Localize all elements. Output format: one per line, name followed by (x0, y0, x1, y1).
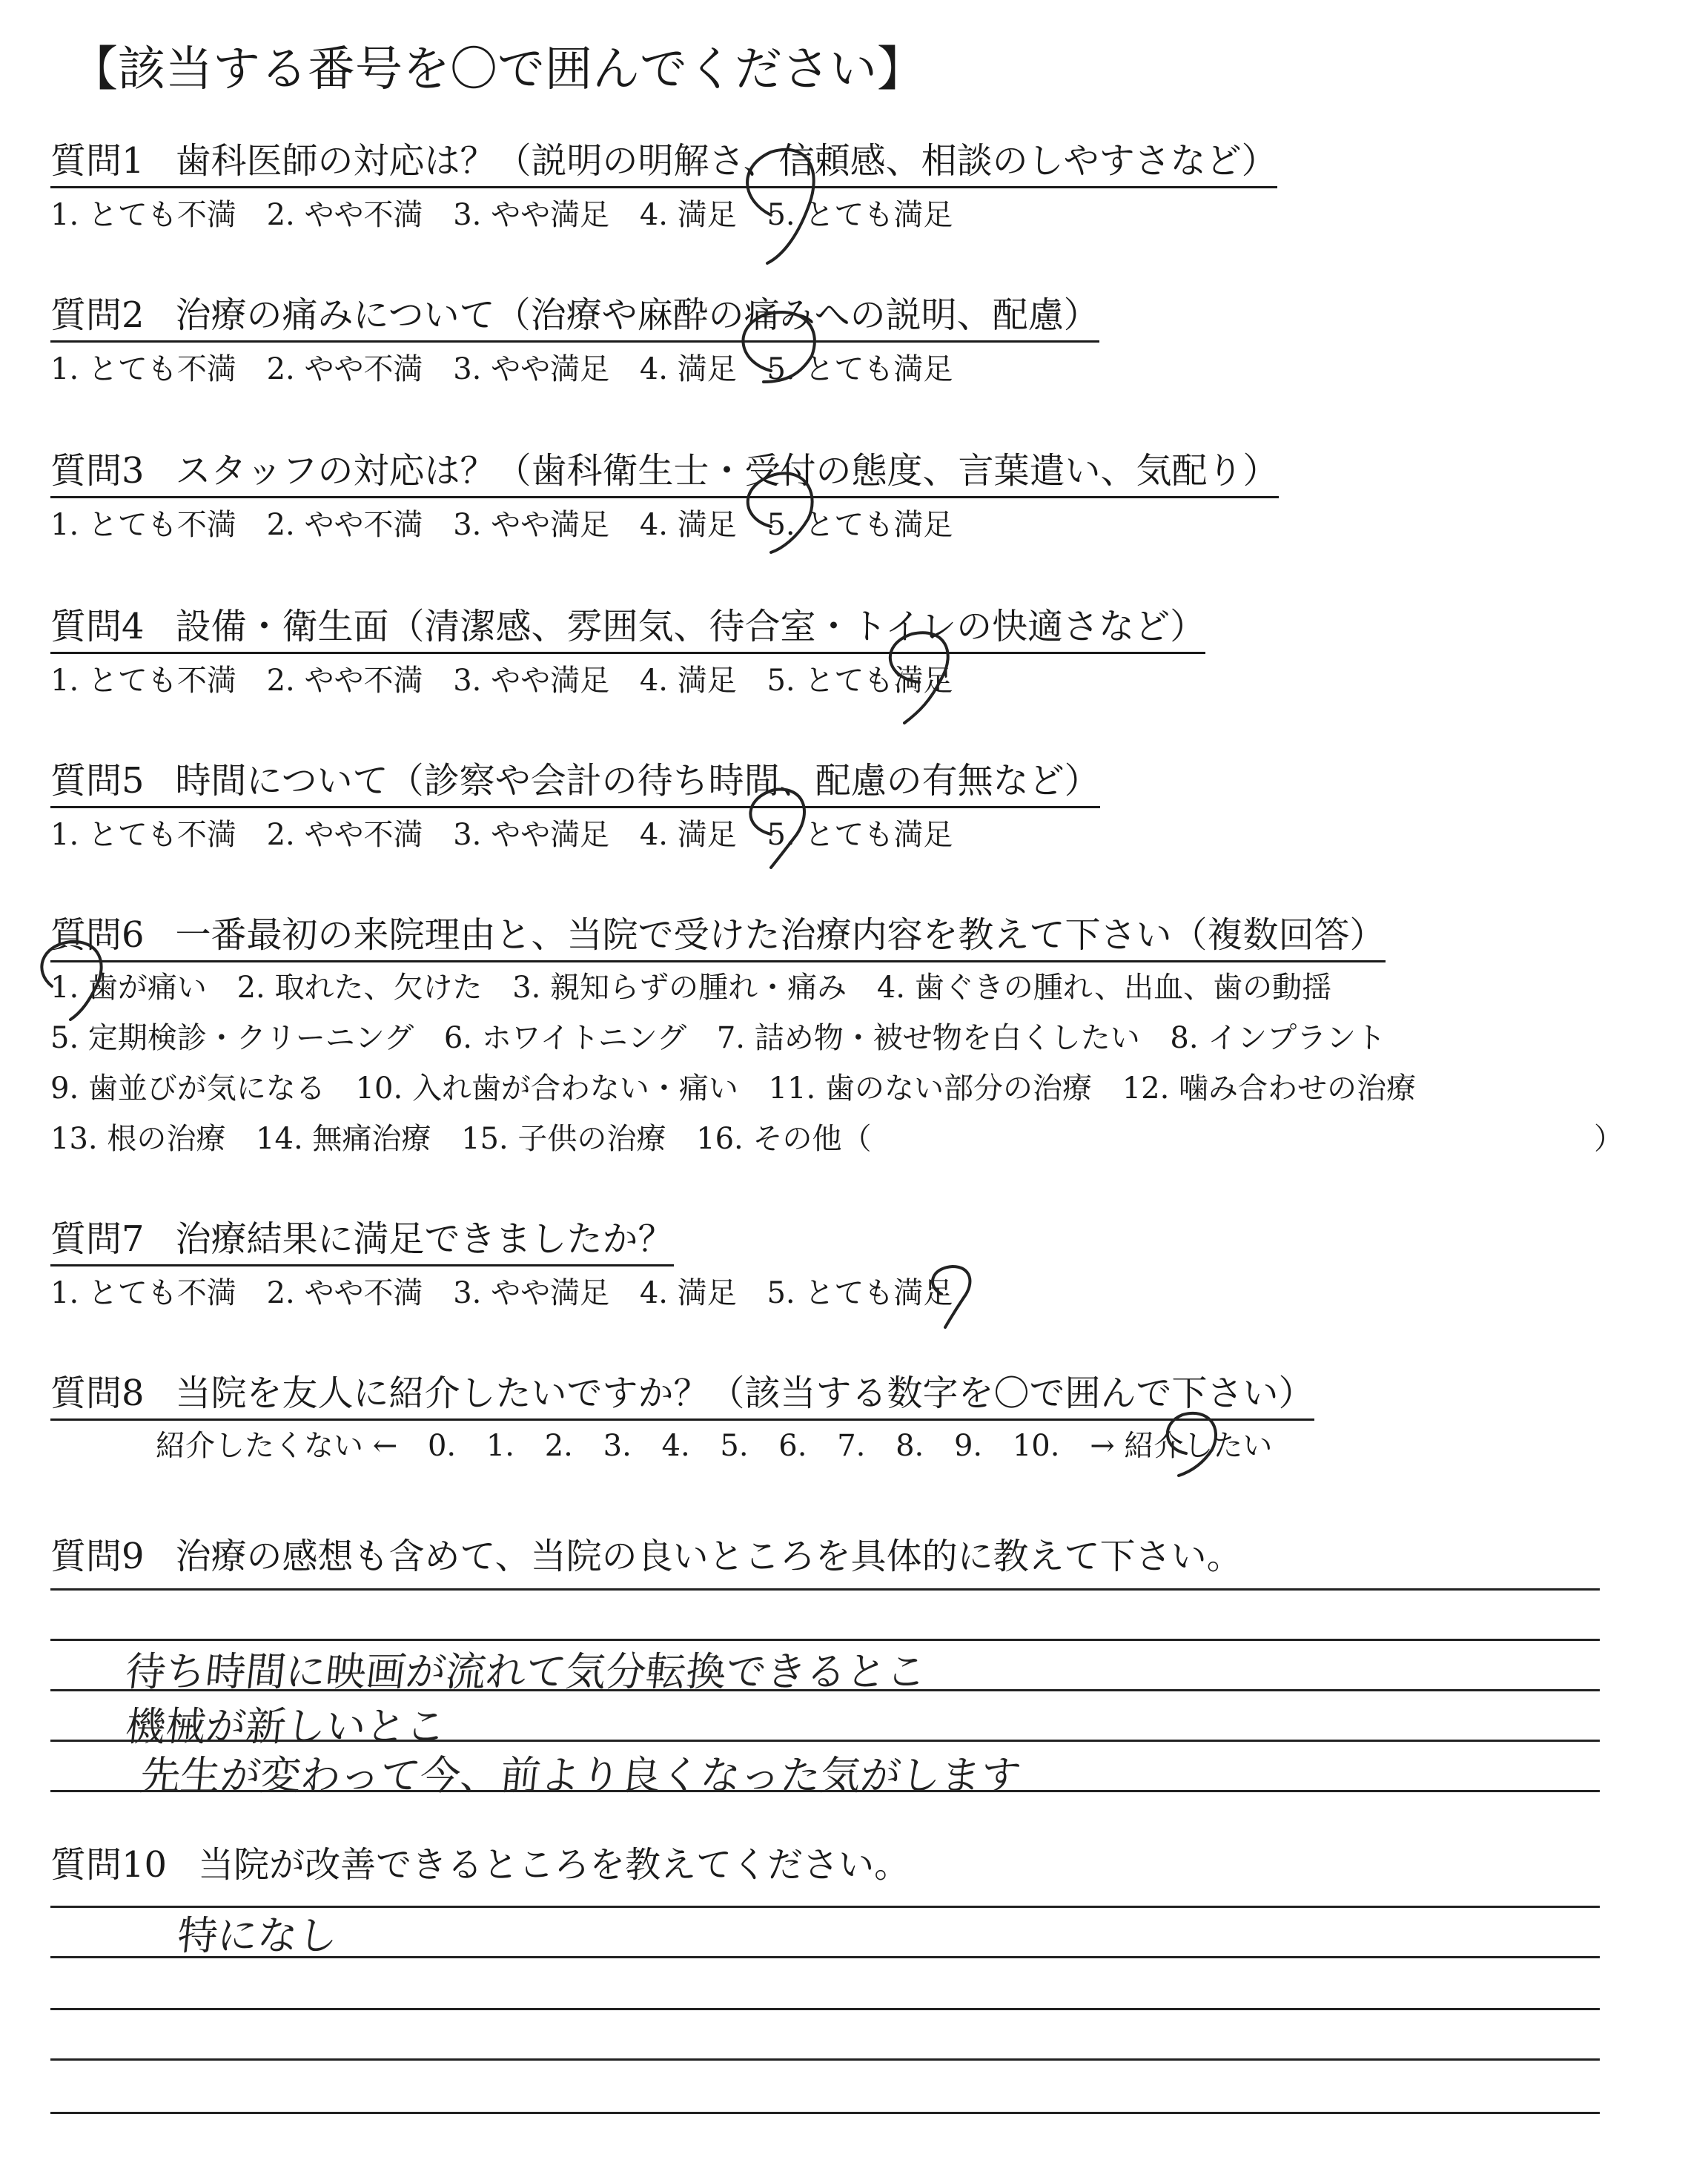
option-13[interactable]: 13. 根の治療 (50, 1122, 226, 1156)
option-12[interactable]: 12. 噛み合わせの治療 (1122, 1071, 1417, 1106)
scale-7[interactable]: 7. (837, 1429, 866, 1463)
option-2[interactable]: 2. やや不満 (266, 508, 423, 542)
option-1[interactable]: 1. とても不満 (50, 1276, 236, 1310)
option-5[interactable]: 5. とても満足 (767, 664, 953, 698)
option-16[interactable]: 16. その他（ (696, 1122, 872, 1156)
question-6 (50, 906, 1386, 962)
scale-10[interactable]: 10. (1012, 1429, 1060, 1463)
option-5[interactable]: 5. とても満足 (767, 818, 953, 852)
option-4[interactable]: 4. 満足 (639, 508, 737, 542)
answer-rule (50, 2008, 1600, 2010)
question-3 (50, 442, 1279, 498)
question-1 (50, 132, 1277, 188)
option-5[interactable]: 5. 定期検診・クリーニング (50, 1021, 414, 1055)
scale-9[interactable]: 9. (953, 1429, 983, 1463)
question-number: 質問5 (50, 760, 145, 802)
option-15[interactable]: 15. 子供の治療 (461, 1122, 666, 1156)
question-number: 質問6 (50, 914, 145, 956)
option-11[interactable]: 11. 歯のない部分の治療 (768, 1071, 1092, 1106)
scale-left-label: 紹介したくない ← (156, 1429, 398, 1463)
question-number: 質問3 (50, 450, 145, 492)
option-1[interactable]: 1. とても不満 (50, 818, 236, 852)
option-4[interactable]: 4. 満足 (639, 198, 737, 232)
option-1[interactable]: 1. 歯が痛い (50, 971, 207, 1005)
question-8-scale (156, 1422, 1293, 1464)
scale-5[interactable]: 5. (720, 1429, 749, 1463)
option-3[interactable]: 3. やや満足 (453, 664, 610, 698)
option-2[interactable]: 2. やや不満 (266, 818, 423, 852)
option-5[interactable]: 5. とても満足 (767, 352, 953, 386)
question-text: 当院が改善できるところを教えてください。 (198, 1844, 910, 1886)
question-text: 歯科医師の対応は？（説明の明解さ、信頼感、相談のしやすさなど） (175, 140, 1277, 182)
option-2[interactable]: 2. 取れた、欠けた (236, 971, 483, 1005)
option-4[interactable]: 4. 満足 (639, 664, 737, 698)
scale-1[interactable]: 1. (486, 1429, 515, 1463)
option-3[interactable]: 3. 親知らずの腫れ・痛み (512, 971, 847, 1005)
question-7-options (50, 1269, 973, 1312)
option-5[interactable]: 5. とても満足 (767, 1276, 953, 1310)
question-4 (50, 598, 1205, 654)
question-8 (50, 1364, 1314, 1421)
option-5[interactable]: 5. とても満足 (767, 508, 953, 542)
question-9 (50, 1527, 1242, 1579)
option-1[interactable]: 1. とても不満 (50, 352, 236, 386)
question-number: 質問4 (50, 606, 145, 647)
option-4[interactable]: 4. 満足 (639, 1276, 737, 1310)
option-9[interactable]: 9. 歯並びが気になる (50, 1071, 325, 1106)
question-10 (50, 1836, 910, 1887)
question-number: 質問1 (50, 140, 145, 182)
option-2[interactable]: 2. やや不満 (266, 352, 423, 386)
option-6[interactable]: 6. ホワイトニング (443, 1021, 687, 1055)
question-number: 質問10 (50, 1844, 168, 1886)
option-4[interactable]: 4. 満足 (639, 352, 737, 386)
answer-rule (50, 2112, 1600, 2114)
scale-3[interactable]: 3. (603, 1429, 632, 1463)
scale-0[interactable]: 0. (427, 1429, 457, 1463)
answer-rule (50, 2058, 1600, 2061)
option-1[interactable]: 1. とても不満 (50, 198, 236, 232)
question-6-row-3 (50, 1065, 1437, 1107)
option-3[interactable]: 3. やや満足 (453, 818, 610, 852)
scale-8[interactable]: 8. (896, 1429, 924, 1463)
question-number: 質問2 (50, 294, 145, 336)
answer-rule (50, 1588, 1600, 1591)
option-2[interactable]: 2. やや不満 (266, 198, 423, 232)
question-text: 時間について（診察や会計の待ち時間、配慮の有無など） (175, 760, 1100, 802)
question-6-row-4 (50, 1115, 892, 1157)
handwritten-answer-line[interactable]: 先生が変わって今、前より良くなった気がします (138, 1752, 1024, 1799)
question-number: 質問8 (50, 1373, 145, 1414)
question-number: 質問7 (50, 1218, 145, 1260)
option-3[interactable]: 3. やや満足 (453, 1276, 610, 1310)
option-1[interactable]: 1. とても不満 (50, 508, 236, 542)
scale-4[interactable]: 4. (661, 1429, 690, 1463)
question-text: 治療の痛みについて（治療や麻酔の痛みへの説明、配慮） (175, 294, 1099, 336)
question-6-row-2 (50, 1014, 1406, 1057)
option-1[interactable]: 1. とても不満 (50, 664, 236, 698)
option-3[interactable]: 3. やや満足 (453, 508, 610, 542)
option-4[interactable]: 4. 歯ぐきの腫れ、出血、歯の動揺 (876, 971, 1332, 1005)
question-text: 一番最初の来院理由と、当院で受けた治療内容を教えて下さい（複数回答） (175, 914, 1386, 956)
question-5 (50, 752, 1100, 808)
scale-6[interactable]: 6. (778, 1429, 807, 1463)
option-2[interactable]: 2. やや不満 (266, 664, 423, 698)
handwritten-answer-line[interactable]: 待ち時間に映画が流れて気分転換できるとこ (123, 1648, 929, 1695)
scale-right-label: → 紹介したい (1090, 1429, 1273, 1463)
question-text: 設備・衛生面（清潔感、雰囲気、待合室・トイレの快適さなど） (175, 606, 1206, 647)
question-2-options (50, 346, 973, 388)
other-close-paren: ） (1594, 1122, 1623, 1156)
option-7[interactable]: 7. 詰め物・被せ物を白くしたい (716, 1021, 1140, 1055)
handwritten-answer-line[interactable]: 機械が新しいとこ (123, 1703, 448, 1750)
question-3-options (50, 501, 973, 544)
option-2[interactable]: 2. やや不満 (266, 1276, 423, 1310)
handwritten-answer-line[interactable]: 特になし (175, 1912, 340, 1959)
question-5-options (50, 811, 973, 853)
question-number: 質問9 (50, 1536, 145, 1577)
option-8[interactable]: 8. インプラント (1170, 1021, 1386, 1055)
option-14[interactable]: 14. 無痛治療 (256, 1122, 431, 1156)
option-10[interactable]: 10. 入れ歯が合わない・痛い (355, 1071, 738, 1106)
scale-2[interactable]: 2. (544, 1429, 573, 1463)
question-text: 治療の感想も含めて、当院の良いところを具体的に教えて下さい。 (175, 1536, 1242, 1577)
question-7 (50, 1210, 674, 1266)
option-3[interactable]: 3. やや満足 (453, 352, 610, 386)
question-text: 当院を友人に紹介したいですか？（該当する数字を〇で囲んで下さい） (175, 1373, 1314, 1414)
question-4-options (50, 657, 973, 699)
question-1-options (50, 191, 973, 234)
question-2 (50, 286, 1099, 343)
option-3[interactable]: 3. やや満足 (453, 198, 610, 232)
option-4[interactable]: 4. 満足 (639, 818, 737, 852)
option-5[interactable]: 5. とても満足 (767, 198, 953, 232)
question-6-row-1 (50, 964, 1352, 1006)
form-title: 【該当する番号を〇で囲んでください】 (70, 42, 924, 97)
question-text: スタッフの対応は？（歯科衛生士・受付の態度、言葉遣い、気配り） (175, 450, 1279, 492)
question-text: 治療結果に満足できましたか？ (175, 1218, 674, 1260)
